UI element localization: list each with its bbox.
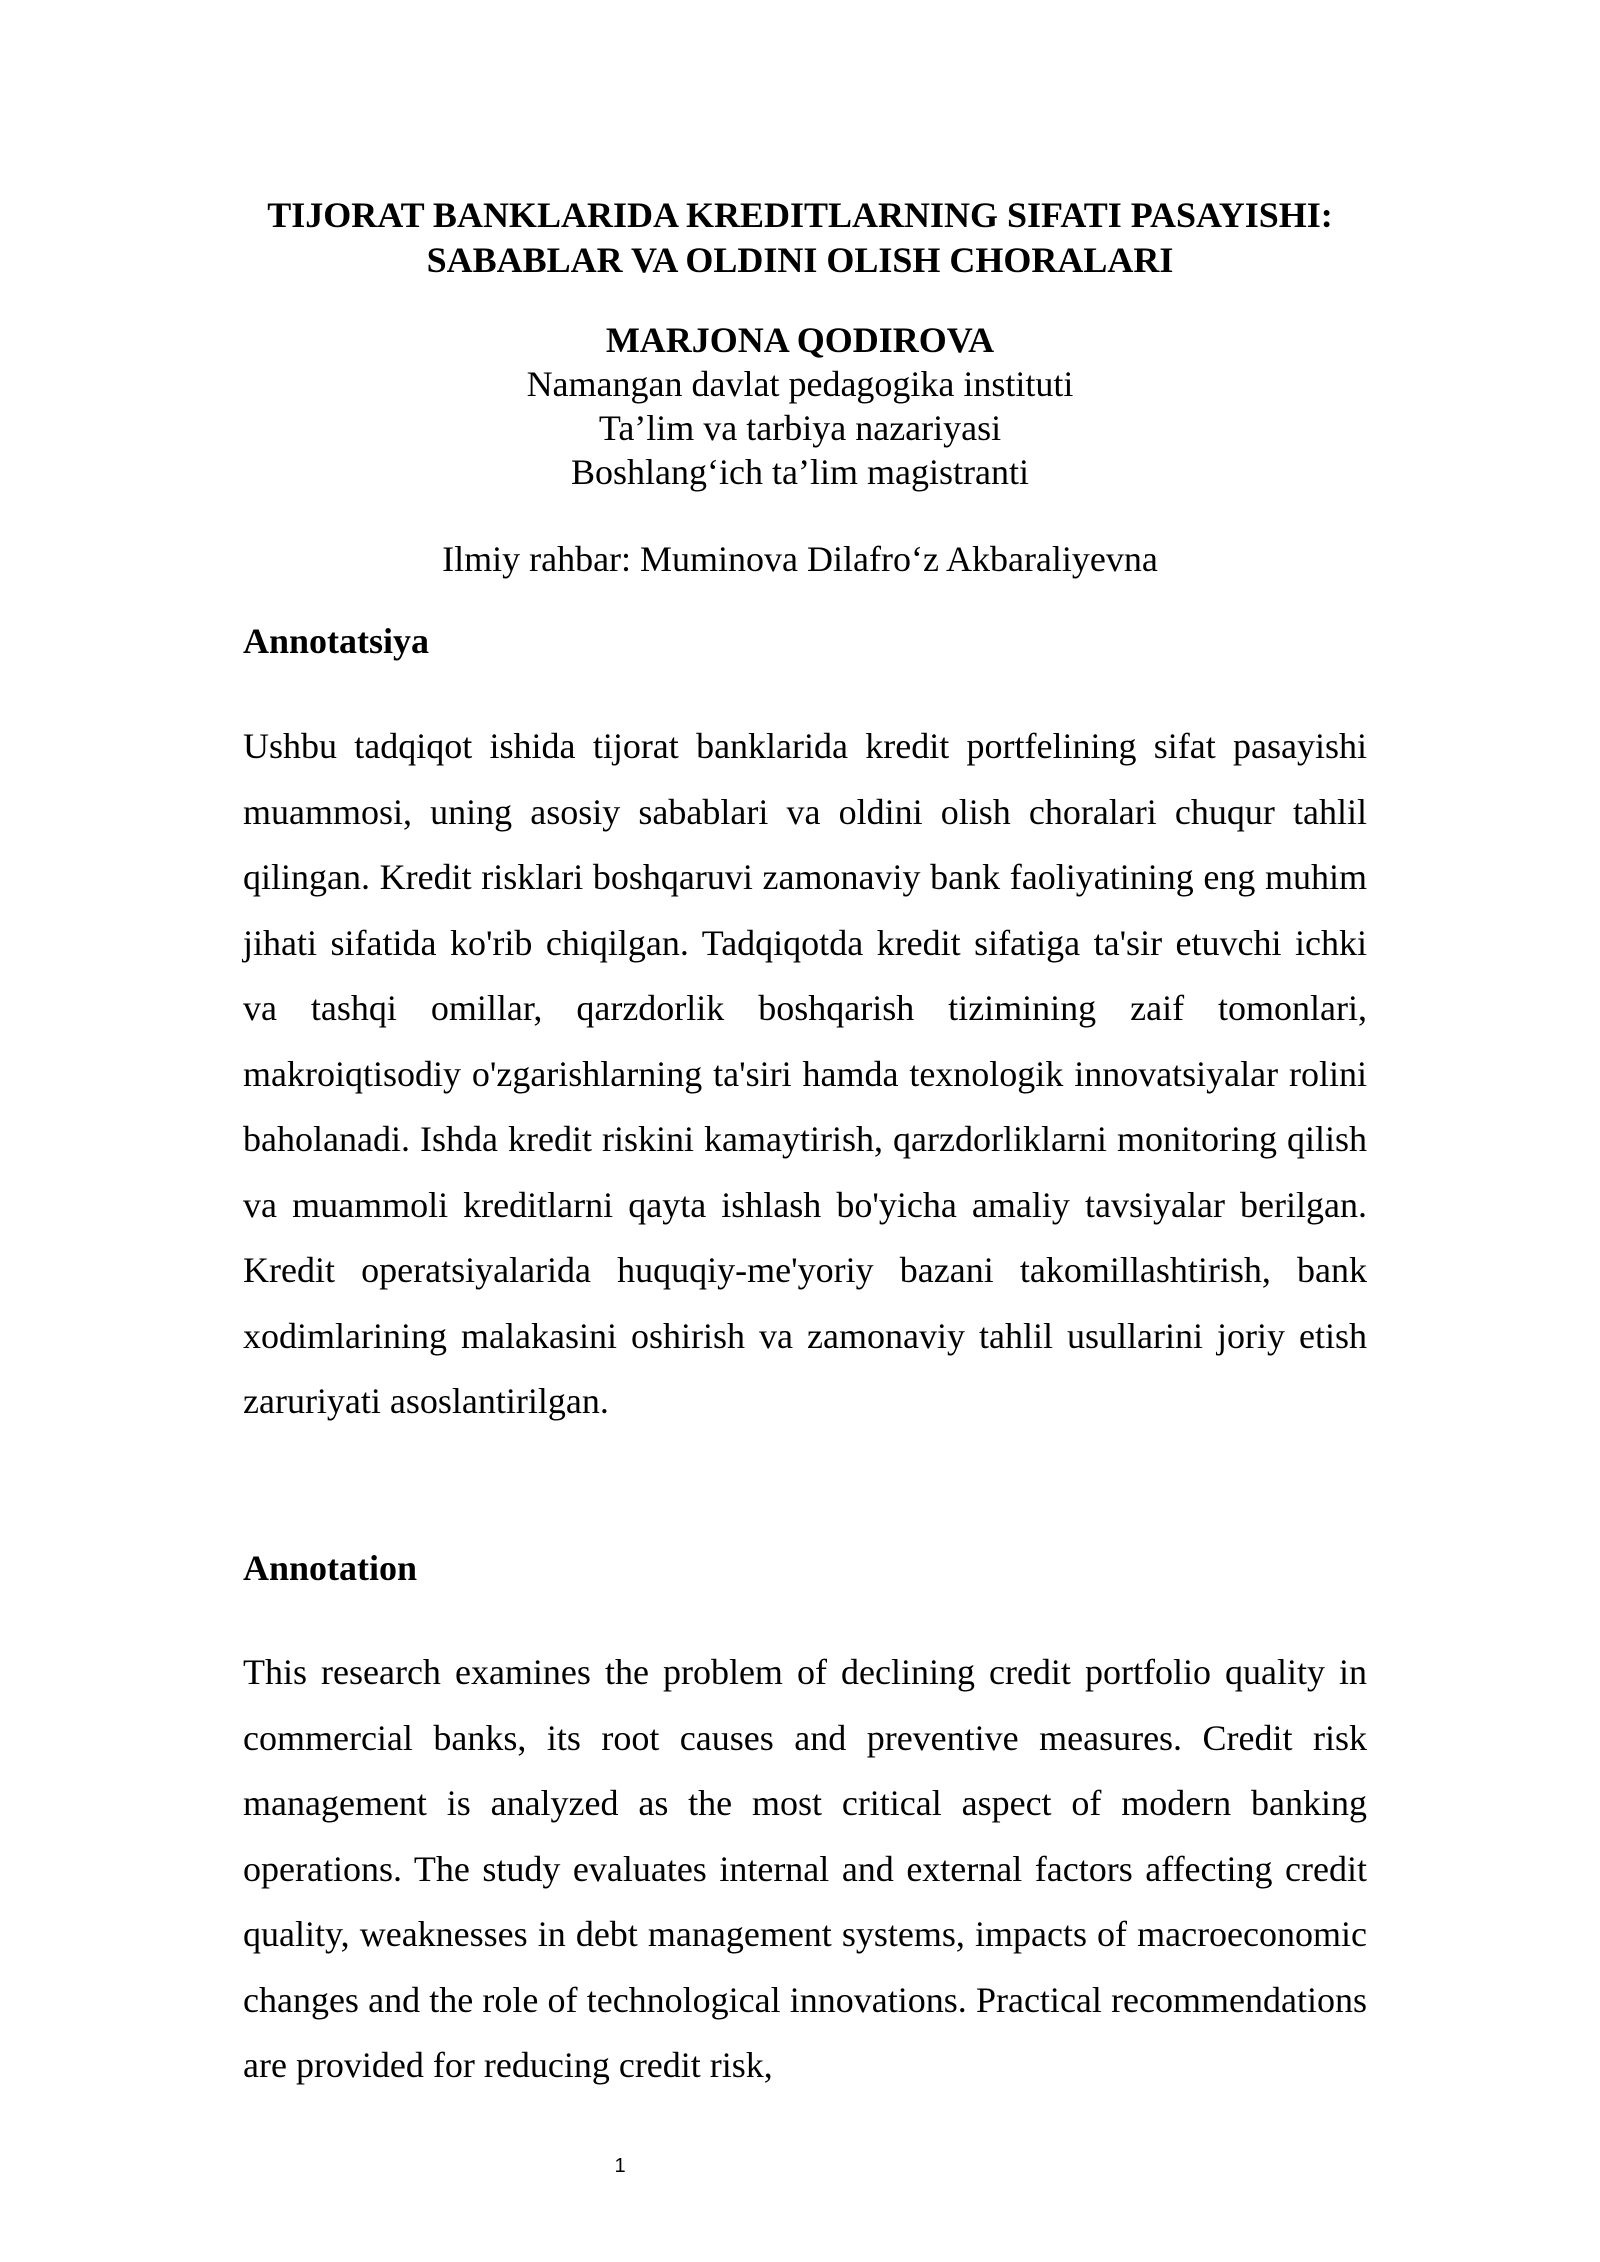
author-position: Boshlang‘ich ta’lim magistranti <box>571 452 1029 492</box>
title-line-2: SABABLAR VA OLDINI OLISH CHORALARI <box>426 240 1174 280</box>
author-name: MARJONA QODIROVA <box>605 320 995 360</box>
abstract-heading-uzbek: Annotatsiya <box>243 621 430 661</box>
abstract-heading-english: Annotation <box>243 1548 418 1588</box>
title-line-1: TIJORAT BANKLARIDA KREDITLARNING SIFATI PASAYISHI: <box>267 195 1333 235</box>
page-number: 1 <box>614 2155 626 2177</box>
paper-title <box>200 193 1400 283</box>
abstract-text-english: This research examines the problem of declining credit portfolio quality in commercial banks, its root causes and preventive measures. Credit risk management is analyzed as the most critical aspect of modern banking operations. The study evaluates internal and external factors affecting credit quality, weaknesses in debt management systems, impacts of macroeconomic changes and the role of technological innovations. Practical recommendations are provided for reducing credit risk, <box>243 1652 1367 2085</box>
author-institution: Namangan davlat pedagogika instituti <box>526 364 1074 404</box>
scientific-advisor: Ilmiy rahbar: Muminova Dilafro‘z Akbaraliyevna <box>442 539 1158 579</box>
author-block <box>200 318 1400 494</box>
author-department: Ta’lim va tarbiya nazariyasi <box>598 408 1002 448</box>
abstract-text-uzbek: Ushbu tadqiqot ishida tijorat banklarida kredit portfelining sifat pasayishi muammosi, uning asosiy sabablari va oldini olish choralari chuqur tahlil qilingan. Kredit risklari boshqaruvi zamonaviy bank faoliyatining eng muhim jihati sifatida ko'rib chiqilgan. Tadqiqotda kredit sifatiga ta'sir etuvchi ichki va tashqi omillar, qarzdorlik boshqarish tizimining zaif tomonlari, makroiqtisodiy o'zgarishlarning ta'siri hamda texnologik innovatsiyalar rolini baholanadi. Ishda kredit riskini kamaytirish, qarzdorliklarni monitoring qilish va muammoli kreditlarni qayta ishlash bo'yicha amaliy tavsiyalar berilgan. Kredit operatsiyalarida huquqiy-me'yoriy bazani takomillashtirish, bank xodimlarining malakasini oshirish va zamonaviy tahlil usullarini joriy etish zaruriyati asoslantirilgan. <box>243 726 1367 1421</box>
